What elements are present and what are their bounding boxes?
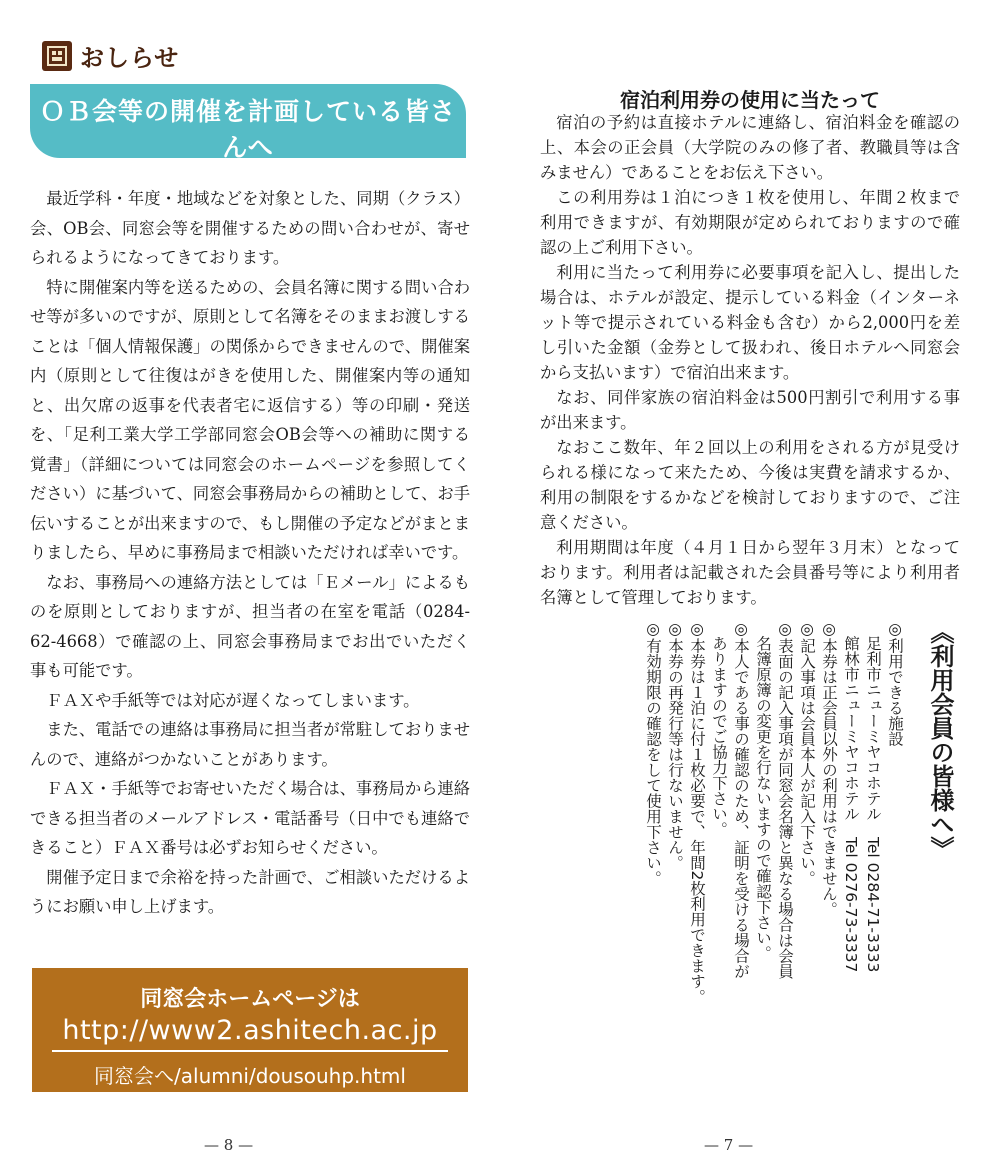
member-notice-line: ◎有効期限の確認をして使用下さい。 — [644, 620, 662, 886]
banner-subtitle: 事務局からのお知らせ — [158, 172, 338, 193]
lodging-voucher-heading: 宿泊利用券の使用に当たって — [620, 88, 880, 112]
right-paragraph: この利用券は１泊につき１枚を使用し、年間２枚まで利用できますが、有効期限が定められておりますので確認の上ご利用下さい。 — [540, 188, 960, 257]
left-paragraph: また、電話での連絡は事務局に担当者が常駐しておりませんので、連絡がつかないことがあります。 — [30, 720, 470, 769]
left-article-body — [30, 184, 470, 922]
left-paragraph: 開催予定日まで余裕を持った計画で、ご相談いただけるようにお願い申し上げます。 — [30, 867, 470, 916]
right-paragraph: なおここ数年、年２回以上の利用をされる方が見受けられる様になって来たため、今後は実費を請求するか、利用の制限をするかなどを検討しておりますので、ご注意ください。 — [540, 438, 960, 532]
right-paragraph: 利用期間は年度（４月１日から翌年３月末）となっております。利用者は記載された会員番号等により利用者名簿として管理しております。 — [540, 538, 960, 607]
left-paragraph: なお、事務局への連絡方法としては「Ｅメール」によるものを原則としておりますが、担当者の在室を電話（0284-62-4668）で確認の上、同窓会事務局までお出でいただく事も可能です。 — [30, 572, 470, 680]
right-paragraph: なお、同伴家族の宿泊料金は500円割引で利用する事が出来ます。 — [540, 388, 960, 432]
member-notice-line: ◎表面の記入事項が同窓会名簿と異なる場合は会員 — [776, 620, 794, 979]
homepage-title: 同窓会ホームページは — [140, 987, 360, 1012]
member-notice-line: ありますのでご協力下さい。 — [710, 620, 728, 837]
left-paragraph: ＦＡＸや手紙等では対応が遅くなってしまいます。 — [46, 690, 420, 710]
member-notice-line: 館林市ニューミヤコホテル Tel 0276-73-3337 — [842, 620, 860, 973]
page-number-left: — 8 — — [204, 1136, 254, 1154]
notice-banner — [30, 84, 466, 193]
page-number-right: — 7 — — [704, 1136, 754, 1154]
logo-emblem-icon — [42, 41, 72, 71]
member-notice-line: ◎記入事項は会員本人が記入下さい。 — [798, 620, 816, 886]
logo — [42, 38, 179, 73]
member-notice-line: 足利市ニューミヤコホテル Tel 0284-71-3333 — [864, 620, 882, 973]
right-article-body — [540, 110, 960, 610]
homepage-url-link[interactable]: http://www2.ashitech.ac.jp — [52, 1015, 447, 1052]
homepage-path: 同窓会へ/alumni/dousouhp.html — [94, 1064, 406, 1088]
member-notice-line: ◎本券は１泊に付１枚必要で、年間2枚利用できます。 — [688, 620, 706, 1005]
member-notice-line: ◎本券の再発行等は行ないません。 — [666, 620, 684, 871]
member-notice-title: 《利用会員の皆様へ》 — [926, 620, 954, 860]
left-paragraph: 特に開催案内等を送るための、会員名簿に関する問い合わせ等が多いのですが、原則として名簿をそのままお渡しすることは「個人情報保護」の関係からできませんので、開催案内（原則として往復はがきを使用した、開催案内等の通知と、出欠席の返事を代表者宅に返信する）等の印刷・発送を、「足利工業大学工学部同窓会OB会等への補助に関する覚書」（詳細については同窓会のホームページを参照してください）に基づいて、同窓会事務局からの補助として、お手伝いすることが出来ますので、もし開催の予定などがまとまりましたら、早めに事務局まで相談いただければ幸いです。 — [30, 277, 470, 562]
left-paragraph: 最近学科・年度・地域などを対象とした、同期（クラス）会、OB会、同窓会等を開催するための問い合わせが、寄せられるようになってきております。 — [30, 189, 470, 267]
homepage-box — [32, 968, 468, 1092]
right-paragraph: 宿泊の予約は直接ホテルに連絡し、宿泊料金を確認の上、本会の正会員（大学院のみの修了者、教職員等は含みません）であることをお伝え下さい。 — [540, 113, 960, 182]
member-notice-line: ◎本券は正会員以外の利用はできません。 — [820, 620, 838, 917]
left-paragraph: ＦＡＸ・手紙等でお寄せいただく場合は、事務局から連絡できる担当者のメールアドレス・電話番号（日中でも連絡できること）ＦＡＸ番号は必ずお知らせください。 — [30, 779, 470, 857]
member-notice-line: ◎本人である事の確認のため、証明を受ける場合が — [732, 620, 750, 979]
logo-text: おしらせ — [80, 43, 180, 72]
member-notice-line: ◎利用できる施設 — [886, 620, 904, 747]
member-notice-vertical — [540, 620, 960, 1120]
banner-title: ＯＢ会等の開催を計画している皆さんへ — [39, 97, 456, 162]
right-paragraph: 利用に当たって利用券に必要事項を記入し、提出した場合は、ホテルが設定、提示している料金（インターネット等で提示されている料金も含む）から2,000円を差し引いた金額（金券として扱われ、後日ホテルへ同窓会から支払います）で宿泊出来ます。 — [540, 263, 960, 382]
member-notice-line: 名簿原簿の変更を行ないますので確認下さい。 — [754, 620, 772, 961]
